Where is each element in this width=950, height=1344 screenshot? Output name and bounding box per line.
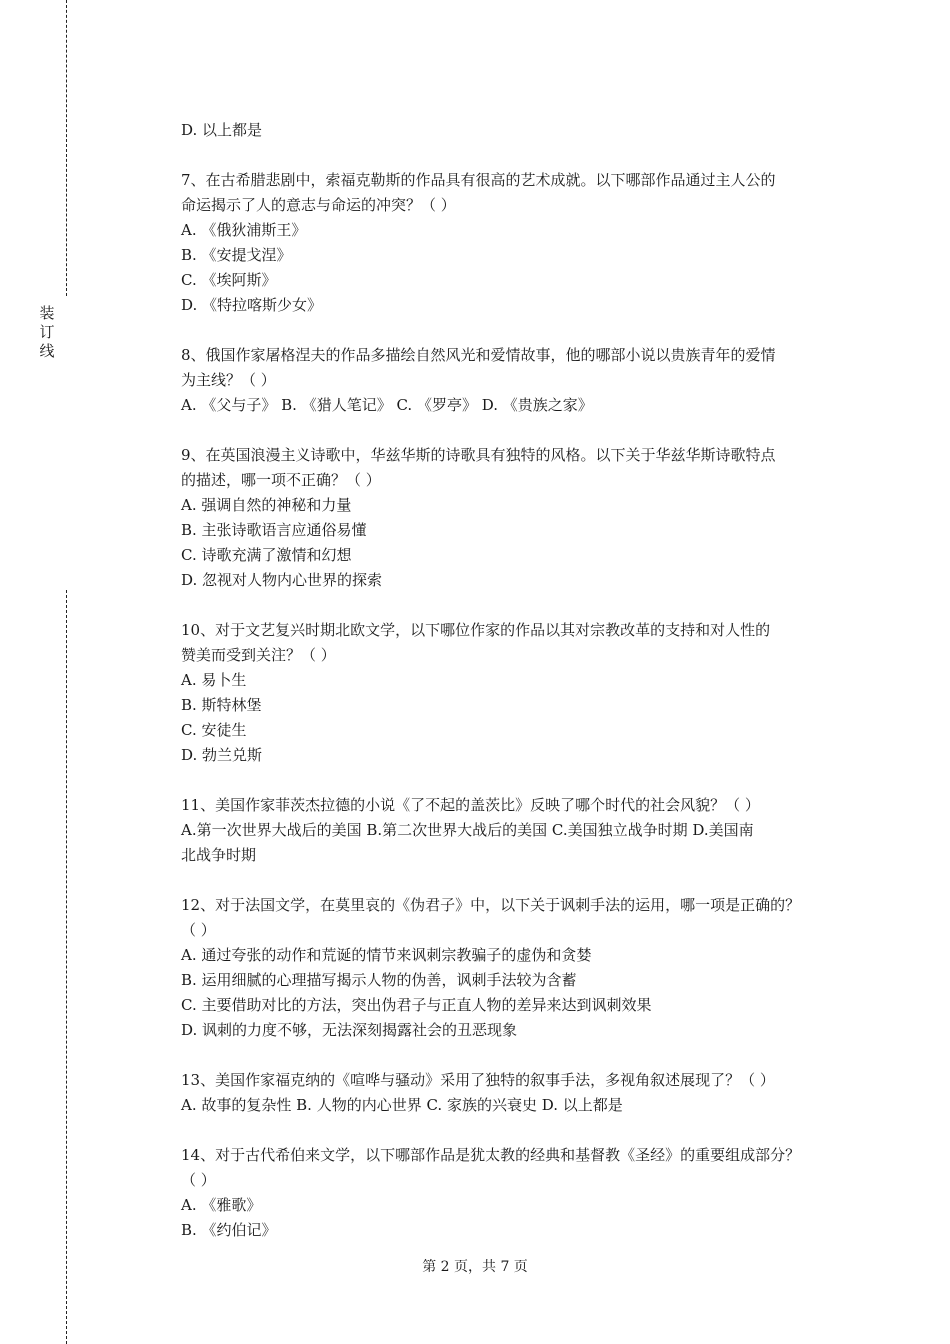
question-stem: 10、对于文艺复兴时期北欧文学，以下哪位作家的作品以其对宗教改革的支持和对人性的	[181, 621, 771, 639]
option-d: D. 《特拉喀斯少女》	[181, 296, 323, 314]
option-b: B. 运用细腻的心理描写揭示人物的伪善，讽刺手法较为含蓄	[181, 971, 577, 989]
page-footer: 第 2 页，共 7 页	[422, 1259, 528, 1275]
binding-dashed-line-bottom	[66, 590, 67, 1344]
option-d: D. 忽视对人物内心世界的探索	[181, 571, 383, 589]
option-d: D. 勃兰兑斯	[181, 746, 263, 764]
options-line: A. 《父与子》 B. 《猎人笔记》 C. 《罗亭》 D. 《贵族之家》	[181, 396, 593, 414]
binding-char: 装	[39, 304, 55, 322]
question-9	[181, 443, 853, 593]
question-7	[181, 168, 853, 318]
question-11	[181, 793, 853, 868]
question-stem: 13、美国作家福克纳的《喧哗与骚动》采用了独特的叙事手法，多视角叙述展现了？（ ）	[181, 1071, 775, 1089]
binding-dashed-line-top	[66, 0, 67, 296]
option-b: B. 《安提戈涅》	[181, 246, 292, 264]
question-stem: 7、在古希腊悲剧中，索福克勒斯的作品具有很高的艺术成就。以下哪部作品通过主人公的	[181, 171, 776, 189]
binding-label	[38, 304, 56, 361]
question-10	[181, 618, 853, 768]
option-b: B. 主张诗歌语言应通俗易懂	[181, 521, 367, 539]
option-a: A. 通过夸张的动作和荒诞的情节来讽刺宗教骗子的虚伪和贪婪	[181, 946, 592, 964]
option-c: C. 主要借助对比的方法，突出伪君子与正直人物的差异来达到讽刺效果	[181, 996, 652, 1014]
question-list	[181, 118, 853, 1243]
option-b: B. 斯特林堡	[181, 696, 262, 714]
option-a: A. 强调自然的神秘和力量	[181, 496, 352, 514]
options-line: 北战争时期	[181, 846, 257, 864]
option-c: C. 《埃阿斯》	[181, 271, 277, 289]
binding-char: 线	[39, 342, 55, 360]
question-stem: 11、美国作家菲茨杰拉德的小说《了不起的盖茨比》反映了哪个时代的社会风貌？（ ）	[181, 796, 760, 814]
question-14	[181, 1143, 853, 1243]
options-line: A. 故事的复杂性 B. 人物的内心世界 C. 家族的兴衰史 D. 以上都是	[181, 1096, 623, 1114]
option-c: C. 安徒生	[181, 721, 247, 739]
question-stem: 命运揭示了人的意志与命运的冲突？（ ）	[181, 196, 456, 214]
question-stem: 8、俄国作家屠格涅夫的作品多描绘自然风光和爱情故事，他的哪部小说以贵族青年的爱情	[181, 346, 776, 364]
question-stem: 赞美而受到关注？（ ）	[181, 646, 336, 664]
question-stem: （ ）	[181, 1171, 216, 1189]
question-8	[181, 343, 853, 418]
option-a: A. 《雅歌》	[181, 1196, 262, 1214]
options-line: A.第一次世界大战后的美国 B.第二次世界大战后的美国 C.美国独立战争时期 D.美国南	[181, 821, 754, 839]
option-a: A. 《俄狄浦斯王》	[181, 221, 307, 239]
option-c: C. 诗歌充满了激情和幻想	[181, 546, 352, 564]
binding-char: 订	[39, 323, 55, 341]
option-a: A. 易卜生	[181, 671, 247, 689]
option-b: B. 《约伯记》	[181, 1221, 277, 1239]
question-stem: 9、在英国浪漫主义诗歌中，华兹华斯的诗歌具有独特的风格。以下关于华兹华斯诗歌特点	[181, 446, 776, 464]
question-stem: 为主线？（ ）	[181, 371, 276, 389]
question-stem: （ ）	[181, 921, 216, 939]
question-stem: 14、对于古代希伯来文学，以下哪部作品是犹太教的经典和基督教《圣经》的重要组成部分？	[181, 1146, 801, 1164]
q6-option-d: D. 以上都是	[181, 121, 263, 139]
question-stem: 的描述，哪一项不正确？（ ）	[181, 471, 381, 489]
question-stem: 12、对于法国文学，在莫里哀的《伪君子》中，以下关于讽刺手法的运用，哪一项是正确的？	[181, 896, 801, 914]
question-13	[181, 1068, 853, 1118]
question-12	[181, 893, 853, 1043]
option-d: D. 讽刺的力度不够，无法深刻揭露社会的丑恶现象	[181, 1021, 518, 1039]
